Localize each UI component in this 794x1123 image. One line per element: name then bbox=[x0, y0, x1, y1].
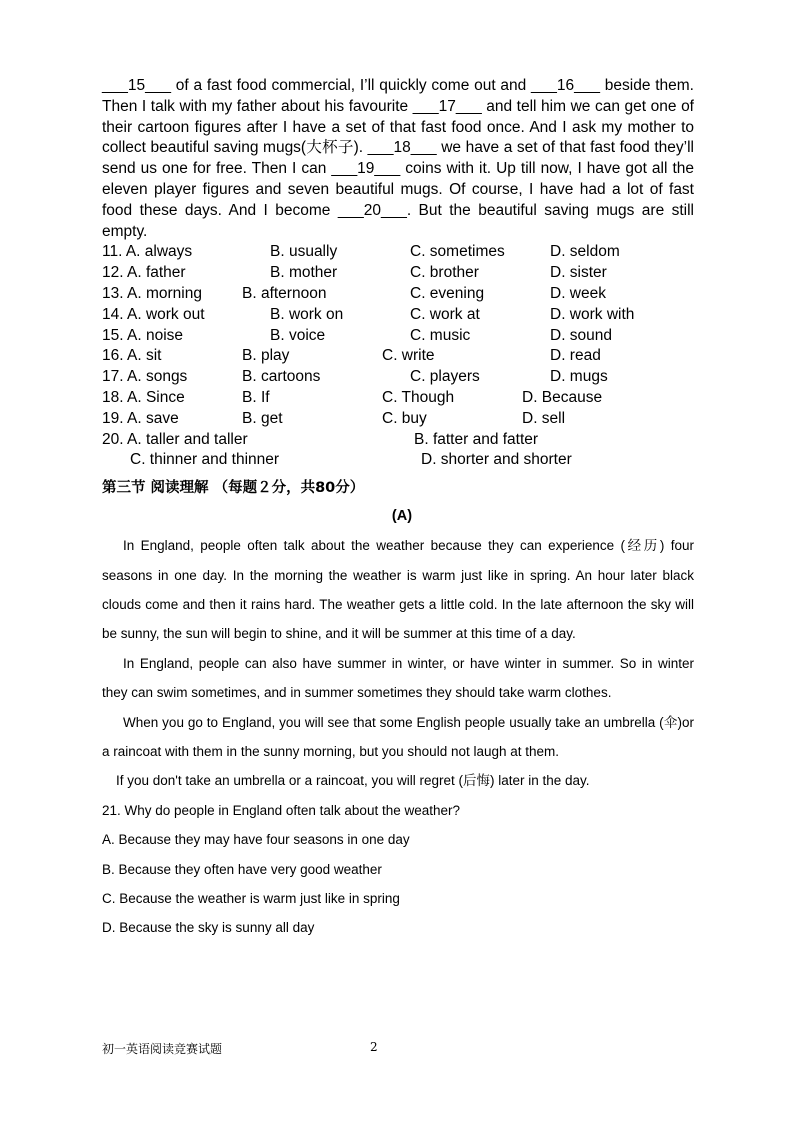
footer-title: 初一英语阅读竞赛试题 bbox=[102, 1042, 223, 1056]
option-a: 17. A. songs bbox=[102, 368, 188, 386]
options-list bbox=[102, 242, 694, 471]
option-d: D. seldom bbox=[550, 243, 620, 261]
option-a: 18. A. Since bbox=[102, 388, 185, 406]
reading-paragraph: In England, people often talk about the weather because they can experience (经历) four seasons in one day. In the morning the weather is warm just like in spring. An hour later black clouds come and then it rains hard. The weather gets a little cold. In the late afternoon the sky will be sunny, the sun will begin to shine, and it will be summer at this time of a day. bbox=[102, 538, 694, 642]
page-footer bbox=[102, 1040, 694, 1060]
option-row-20-first bbox=[102, 430, 694, 451]
option-b: B. voice bbox=[270, 326, 326, 344]
option-a: 14. A. work out bbox=[102, 305, 205, 323]
passage-label: (A) bbox=[391, 508, 413, 525]
option-row-14 bbox=[102, 305, 694, 326]
option-b: B. fatter and fatter bbox=[414, 430, 539, 448]
option-b: B. work on bbox=[270, 305, 344, 323]
option-row-12 bbox=[102, 263, 694, 284]
option-d: D. sound bbox=[550, 326, 613, 344]
answer-choice: B. Because they often have very good weather bbox=[102, 861, 382, 877]
option-d: D. week bbox=[550, 284, 606, 302]
option-row-15 bbox=[102, 326, 694, 347]
option-a: 19. A. save bbox=[102, 409, 179, 427]
reading-paragraph: If you don't take an umbrella or a raincoat, you will regret (后悔) later in the day. bbox=[116, 773, 590, 789]
option-d: D. Because bbox=[522, 388, 603, 406]
option-a: 16. A. sit bbox=[102, 347, 162, 365]
option-d: D. sister bbox=[550, 264, 607, 282]
option-row-17 bbox=[102, 367, 694, 388]
section-title: 第三节 阅读理解 （每题２分，共80分） bbox=[102, 480, 365, 497]
option-d: D. work with bbox=[550, 305, 635, 323]
option-b: B. get bbox=[242, 409, 283, 427]
option-row-18 bbox=[102, 388, 694, 409]
exam-page bbox=[102, 76, 694, 943]
option-c: C. sometimes bbox=[410, 243, 505, 261]
option-c: C. Though bbox=[382, 388, 455, 406]
option-b: B. cartoons bbox=[242, 368, 321, 386]
option-row-19 bbox=[102, 409, 694, 430]
option-b: B. If bbox=[242, 388, 270, 406]
option-row-16 bbox=[102, 346, 694, 367]
option-a: 13. A. morning bbox=[102, 284, 202, 302]
page-number: 2 bbox=[370, 1040, 378, 1054]
answer-choice: D. Because the sky is sunny all day bbox=[102, 920, 315, 936]
option-c: C. music bbox=[410, 326, 471, 344]
option-b: B. mother bbox=[270, 264, 338, 282]
option-row-13 bbox=[102, 284, 694, 305]
answer-choice: C. Because the weather is warm just like in spring bbox=[102, 891, 400, 907]
cloze-passage: ___15___ of a fast food commercial, I’ll quickly come out and ___16___ beside them. Then I talk with my father about his favourite ___17___ and tell him we can get one of their cartoon figures after I have a set of that fast food once. And I ask my mother to collect beautiful saving mugs(大杯子). ___18___ we have a set of that fast food they’ll send us one for free. Then I can ___19___ coins with it. Up till now, I have got all the eleven player figures and seven beautiful mugs. Of course, I have had a lot of fast food these days. And I become ___20___. But the beautiful saving mugs are still empty. bbox=[102, 77, 694, 240]
option-row-20-second bbox=[102, 450, 694, 471]
option-d: D. mugs bbox=[550, 368, 608, 386]
option-c: C. players bbox=[410, 368, 480, 386]
question-stem: 21. Why do people in England often talk about the weather? bbox=[102, 802, 461, 818]
option-row-11 bbox=[102, 242, 694, 263]
option-c: C. brother bbox=[410, 264, 479, 282]
option-b: B. usually bbox=[270, 243, 338, 261]
option-c: C. write bbox=[382, 347, 435, 365]
reading-paragraph: When you go to England, you will see that some English people usually take an umbrella (伞)or a raincoat with them in the sunny morning, but you should not laugh at them. bbox=[102, 714, 694, 759]
option-a: 20. A. taller and taller bbox=[102, 430, 248, 448]
option-c: C. work at bbox=[410, 305, 480, 323]
option-d: D. sell bbox=[522, 409, 566, 427]
option-a: 11. A. always bbox=[102, 243, 193, 261]
option-c: C. buy bbox=[382, 409, 427, 427]
option-b: B. play bbox=[242, 347, 290, 365]
option-d: D. shorter and shorter bbox=[421, 451, 572, 469]
option-d: D. read bbox=[550, 347, 601, 365]
option-a: 15. A. noise bbox=[102, 326, 184, 344]
option-c: C. thinner and thinner bbox=[130, 451, 280, 469]
answer-choice: A. Because they may have four seasons in one day bbox=[102, 832, 410, 848]
option-c: C. evening bbox=[410, 284, 485, 302]
option-b: B. afternoon bbox=[242, 284, 327, 302]
reading-paragraph: In England, people can also have summer in winter, or have winter in summer. So in winter they can swim sometimes, and in summer sometimes they should take warm clothes. bbox=[102, 655, 694, 701]
option-a: 12. A. father bbox=[102, 264, 186, 282]
